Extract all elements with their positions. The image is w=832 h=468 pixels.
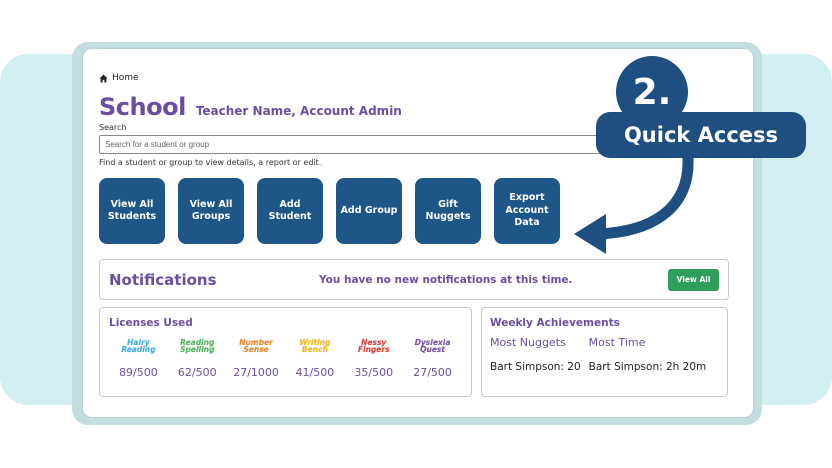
license-item [285,335,344,379]
hairy-reading-logo: Hairy Reading [121,337,156,354]
writing-bench-logo: Writing Bench [299,337,331,354]
most-nuggets-column [490,336,581,373]
view-all-notifications-button[interactable]: View All [668,269,719,291]
callout-label: Quick Access [596,112,806,158]
license-item [109,335,168,379]
license-count: 62/500 [177,366,217,379]
license-count: 89/500 [119,366,158,379]
add-group-button[interactable]: Add Group [336,178,402,244]
gift-nuggets-button[interactable]: Gift Nuggets [415,178,481,244]
license-count: 27/500 [413,366,452,379]
notifications-card [99,259,729,300]
licenses-list [109,335,462,379]
license-count: 27/1000 [233,366,279,379]
account-name: Teacher Name, Account Admin [195,104,402,118]
export-account-data-button[interactable]: Export Account Data [494,178,560,244]
add-student-button[interactable]: Add Student [257,178,323,244]
most-time-column [589,336,707,373]
license-count: 35/500 [354,366,394,379]
view-all-groups-button[interactable]: View All Groups [178,178,244,244]
license-item [168,335,227,379]
notifications-title: Notifications [109,270,217,289]
licenses-title: Licenses Used [109,317,193,329]
reading-spelling-logo: Reading Spelling [180,337,215,354]
weekly-title: Weekly Achievements [490,317,620,329]
home-icon [99,74,108,83]
search-input[interactable] [99,135,619,154]
weekly-achievements-card [481,307,728,397]
number-sense-logo: Number Sense [239,337,273,354]
dyslexia-quest-logo: Dyslexia Quest [414,337,451,354]
callout-number-badge: 2. [616,56,688,128]
license-item [403,335,462,379]
most-nuggets-label: Most Nuggets [490,336,566,349]
view-all-students-button[interactable]: View All Students [99,178,165,244]
license-count: 41/500 [295,366,335,379]
nessy-fingers-logo: Nessy Fingers [357,337,390,354]
page-title: School [99,93,186,121]
callout-arrow-icon [560,150,720,260]
licenses-card [99,307,472,397]
most-nuggets-value: Bart Simpson: 20 [490,361,581,373]
search-label: Search [99,123,127,132]
weekly-columns [490,336,719,373]
breadcrumb[interactable] [99,73,139,83]
most-time-label: Most Time [588,336,646,349]
most-time-value: Bart Simpson: 2h 20m [588,361,707,373]
notifications-message: You have no new notifications at this time. [319,273,573,286]
search-hint: Find a student or group to view details, a report or edit. [99,158,322,167]
breadcrumb-home-label[interactable]: Home [112,73,139,83]
title-row [99,93,402,121]
license-item [344,335,403,379]
license-item [227,335,286,379]
quick-actions [99,178,560,244]
